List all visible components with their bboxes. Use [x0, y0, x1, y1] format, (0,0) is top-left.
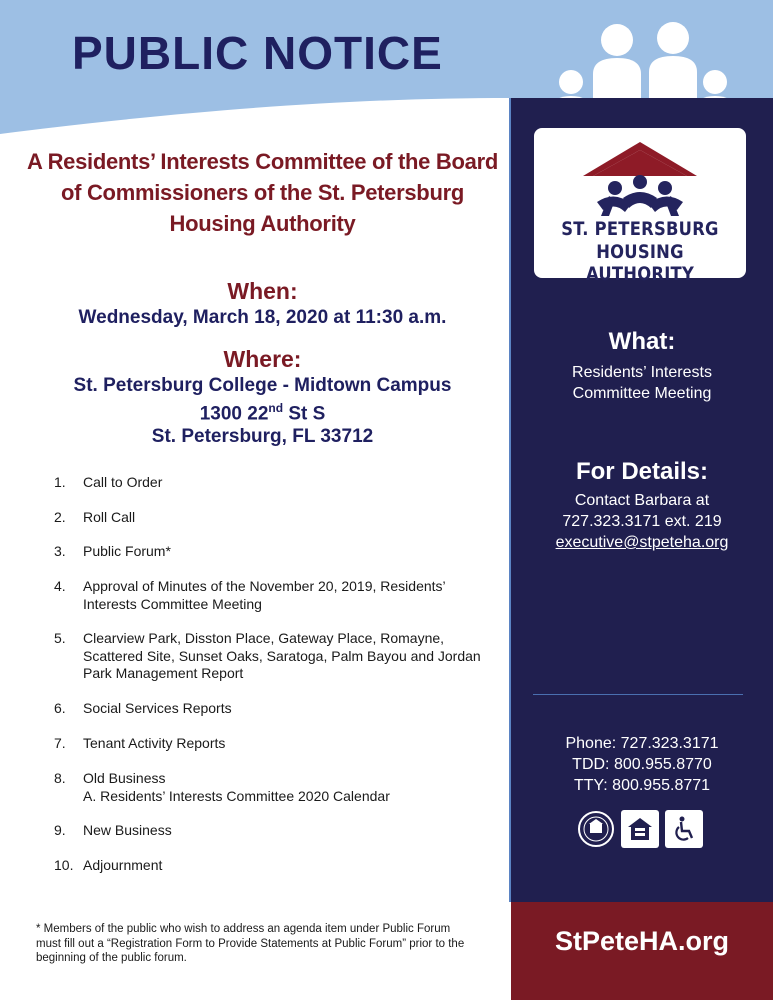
agenda-item: 8. Old Business A. Residents’ Interests Committee 2020 Calendar — [54, 770, 390, 804]
equal-housing-icon — [621, 810, 659, 848]
details-heading: For Details: — [575, 458, 709, 485]
website-link[interactable]: StPeteHA.org — [554, 926, 730, 956]
tty-number: TTY: 800.955.8771 — [573, 777, 711, 794]
accessibility-icon — [665, 810, 703, 848]
sph-logo — [534, 128, 746, 285]
logo-text-line1: ST. PETERSBURG — [561, 218, 719, 240]
agenda-subitem: A. Residents’ Interests Committee 2020 Calendar — [83, 787, 390, 804]
committee-title: A Residents’ Interests Committee of the Board of Commissioners of the St. Petersburg Housing Authority — [26, 149, 498, 236]
when-text: Wednesday, March 18, 2020 at 11:30 a.m. — [78, 307, 447, 328]
what-section — [511, 328, 773, 404]
what-line2: Committee Meeting — [572, 385, 712, 402]
agenda-item: 7. Tenant Activity Reports — [54, 735, 226, 751]
agenda-item: 9. New Business — [54, 822, 172, 838]
agenda-item: 1. Call to Order — [54, 474, 163, 490]
house-roof-icon — [579, 138, 701, 220]
agenda-item: 4. Approval of Minutes of the November 20, 2019, Residents’ Interests Committee Meeting — [54, 578, 446, 612]
where-heading: Where: — [223, 346, 302, 372]
what-line1: Residents’ Interests — [572, 364, 712, 381]
tdd-number: TDD: 800.955.8770 — [572, 756, 712, 773]
agenda-item: 2. Roll Call — [54, 509, 136, 525]
footnote: * Members of the public who wish to address an agenda item under Public Forum must fill out a “Registration Form to Provide Statements at Public Forum” prior to the beginning of the public forum. — [36, 923, 465, 964]
details-line2: 727.323.3171 ext. 219 — [562, 513, 722, 530]
compliance-badges — [577, 810, 703, 850]
where-line1: St. Petersburg College - Midtown Campus — [73, 375, 452, 396]
page-title: PUBLIC NOTICE — [72, 27, 443, 79]
agenda-item: 6. Social Services Reports — [54, 700, 232, 716]
where-line2: 1300 22nd St S — [199, 401, 326, 425]
what-heading: What: — [608, 328, 676, 355]
agenda-item: 5. Clearview Park, Disston Place, Gateway Place, Romayne, Scattered Site, Sunset Oaks, Saratoga, Palm Bayou and Jordan Park Management Report — [54, 630, 481, 681]
sidebar-divider — [533, 694, 743, 695]
details-section — [511, 458, 773, 553]
where-address — [20, 374, 505, 448]
agenda-item: 10. Adjournment — [54, 857, 163, 873]
hud-seal-icon — [577, 810, 615, 848]
where-line3: St. Petersburg, FL 33712 — [151, 426, 374, 448]
phone-number: Phone: 727.323.3171 — [565, 735, 719, 752]
email-link[interactable]: executive@stpeteha.org — [555, 534, 729, 551]
when-heading: When: — [227, 278, 298, 304]
agenda-item: 3. Public Forum* — [54, 543, 171, 559]
contact-section — [511, 733, 773, 796]
logo-text-line2: HOUSING AUTHORITY — [585, 241, 695, 285]
details-line1: Contact Barbara at — [574, 492, 710, 509]
